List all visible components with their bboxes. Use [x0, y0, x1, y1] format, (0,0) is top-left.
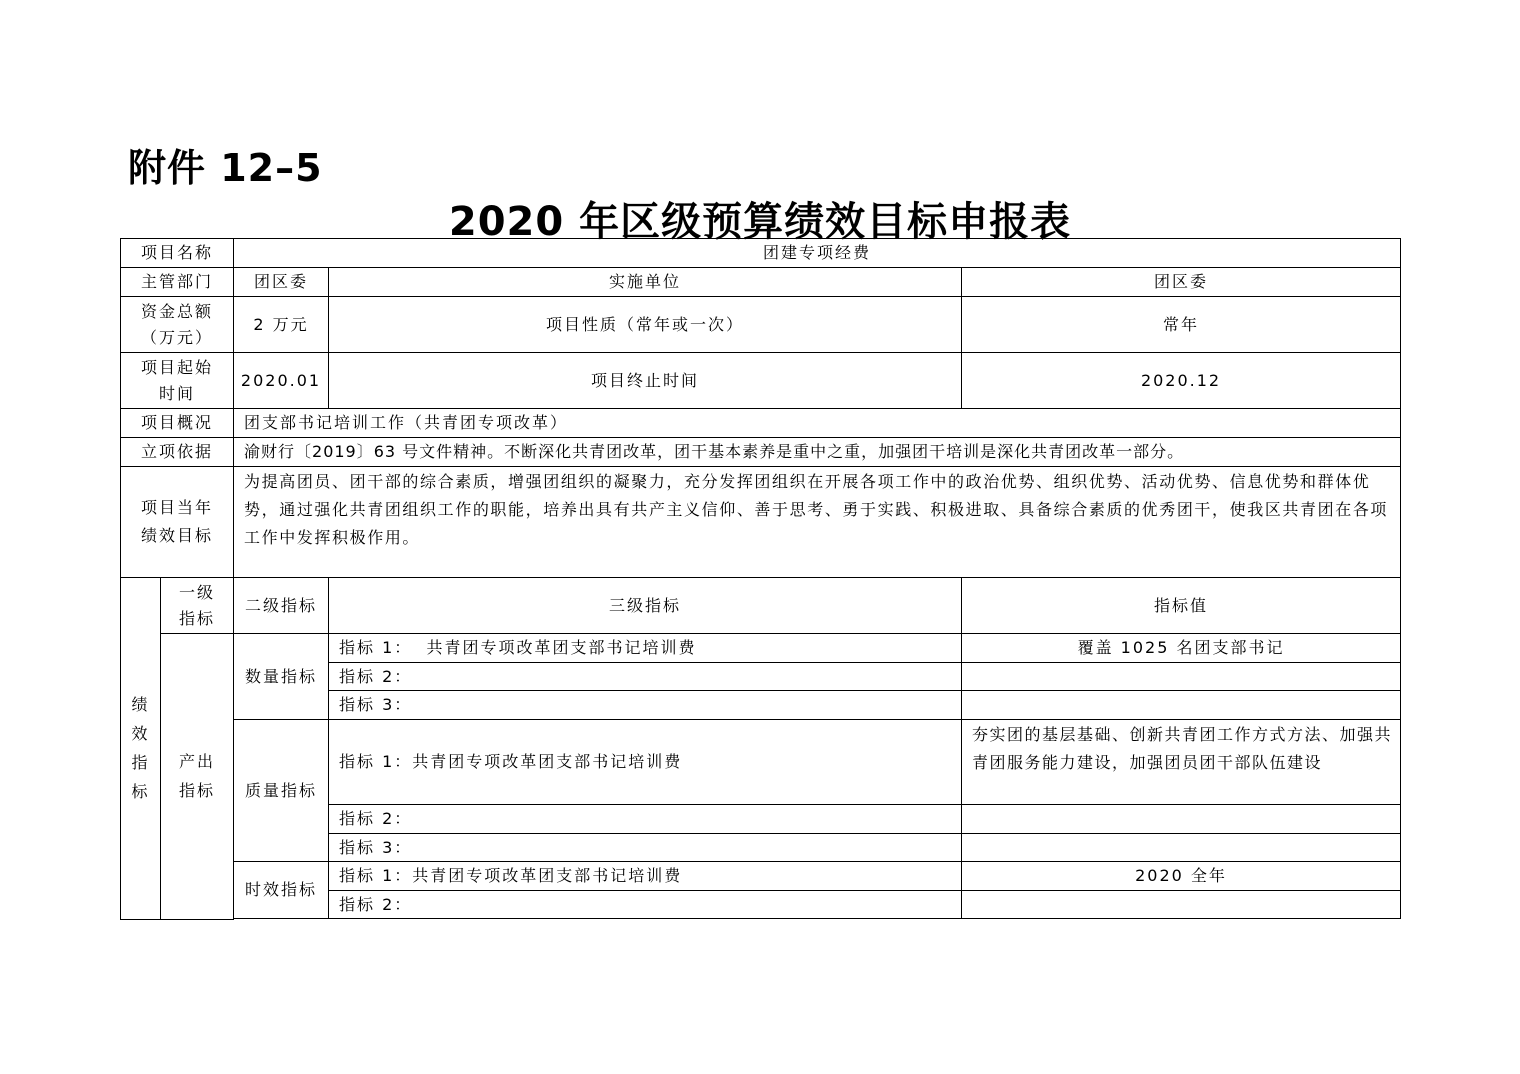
project-name-value: 团建专项经费	[234, 239, 1401, 268]
section-char-4: 标	[131, 782, 150, 802]
quality-indicator-label: 质量指标	[234, 720, 329, 862]
output-label-line2: 指标	[179, 781, 216, 801]
quality-indicator-3-value	[962, 834, 1401, 862]
level1-header	[161, 578, 234, 634]
quality-indicator-2-name: 指标 2：	[329, 805, 962, 834]
quantity-indicator-label: 数量指标	[234, 634, 329, 720]
overview-value: 团支部书记培训工作（共青团专项改革）	[234, 409, 1401, 438]
department-value: 团区委	[234, 268, 329, 297]
goal-label	[121, 467, 234, 578]
goal-value: 为提高团员、团干部的综合素质，增强团组织的凝聚力，充分发挥团组织在开展各项工作中的政治优势、组织优势、活动优势、信息优势和群体优势，通过强化共青团组织工作的职能，培养出具有共产主义信仰、善于思考、勇于实践、积极进取、具备综合素质的优秀团干，使我区共青团在各项工作中发挥积极作用。	[234, 467, 1401, 578]
funding-label	[121, 297, 234, 353]
start-time-label-line1: 项目起始	[141, 357, 214, 377]
level2-header: 二级指标	[234, 578, 329, 634]
funding-label-line2: （万元）	[141, 327, 214, 347]
output-indicator-label	[161, 634, 234, 920]
section-char-3: 指	[131, 753, 150, 773]
basis-value: 渝财行〔2019〕63 号文件精神。不断深化共青团改革，团干基本素养是重中之重，加强团干培训是深化共青团改革一部分。	[234, 438, 1401, 467]
row-department	[121, 268, 1401, 297]
quality-indicator-1-value: 夯实团的基层基础、创新共青团工作方式方法、加强共青团服务能力建设，加强团员团干部队伍建设	[962, 720, 1401, 805]
quality-indicator-1-name: 指标 1：共青团专项改革团支部书记培训费	[329, 720, 962, 805]
impl-unit-label: 实施单位	[329, 268, 962, 297]
overview-label: 项目概况	[121, 409, 234, 438]
nature-value: 常年	[962, 297, 1401, 353]
output-label-line1: 产出	[179, 752, 216, 772]
spacer-row-1	[121, 919, 1401, 920]
level3-header: 三级指标	[329, 578, 962, 634]
level1-header-line1: 一级	[179, 582, 216, 602]
goal-label-line2: 绩效目标	[141, 526, 214, 545]
performance-indicator-section	[121, 578, 161, 920]
timeliness-indicator-1-name: 指标 1：共青团专项改革团支部书记培训费	[329, 862, 962, 891]
row-project-name	[121, 239, 1401, 268]
quantity-indicator-1-value: 覆盖 1025 名团支部书记	[962, 634, 1401, 663]
row-annual-goal	[121, 467, 1401, 578]
row-overview	[121, 409, 1401, 438]
quantity-indicator-2-name: 指标 2：	[329, 663, 962, 691]
quality-row-1	[121, 720, 1401, 805]
timeliness-indicator-2-name: 指标 2：	[329, 891, 962, 919]
funding-label-line1: 资金总额	[141, 301, 214, 321]
quantity-indicator-2-value	[962, 663, 1401, 691]
start-time-label-line2: 时间	[159, 383, 196, 403]
section-char-1: 绩	[131, 695, 150, 715]
section-char-2: 效	[131, 724, 150, 744]
quantity-indicator-3-value	[962, 691, 1401, 720]
timeliness-row-1	[121, 862, 1401, 891]
end-time-label: 项目终止时间	[329, 353, 962, 409]
row-indicator-header	[121, 578, 1401, 634]
nature-label: 项目性质（常年或一次）	[329, 297, 962, 353]
quality-indicator-3-name: 指标 3：	[329, 834, 962, 862]
row-basis	[121, 438, 1401, 467]
funding-value: 2 万元	[234, 297, 329, 353]
level1-header-line2: 指标	[179, 608, 216, 628]
basis-label: 立项依据	[121, 438, 234, 467]
end-time-value: 2020.12	[962, 353, 1401, 409]
quantity-indicator-1-name: 指标 1： 共青团专项改革团支部书记培训费	[329, 634, 962, 663]
attachment-label: 附件 12–5	[128, 146, 323, 190]
department-label: 主管部门	[121, 268, 234, 297]
timeliness-indicator-label: 时效指标	[234, 862, 329, 919]
quantity-row-1	[121, 634, 1401, 663]
quantity-indicator-3-name: 指标 3：	[329, 691, 962, 720]
timeliness-indicator-2-value	[962, 891, 1401, 919]
quality-indicator-2-value	[962, 805, 1401, 834]
goal-label-line1: 项目当年	[141, 498, 214, 517]
row-time	[121, 353, 1401, 409]
start-time-value: 2020.01	[234, 353, 329, 409]
indicator-value-header: 指标值	[962, 578, 1401, 634]
timeliness-indicator-1-value: 2020 全年	[962, 862, 1401, 891]
start-time-label	[121, 353, 234, 409]
row-funding	[121, 297, 1401, 353]
impl-unit-value: 团区委	[962, 268, 1401, 297]
budget-goal-form	[120, 238, 1401, 920]
form-title: 2020 年区级预算绩效目标申报表	[448, 199, 1072, 245]
project-name-label: 项目名称	[121, 239, 234, 268]
